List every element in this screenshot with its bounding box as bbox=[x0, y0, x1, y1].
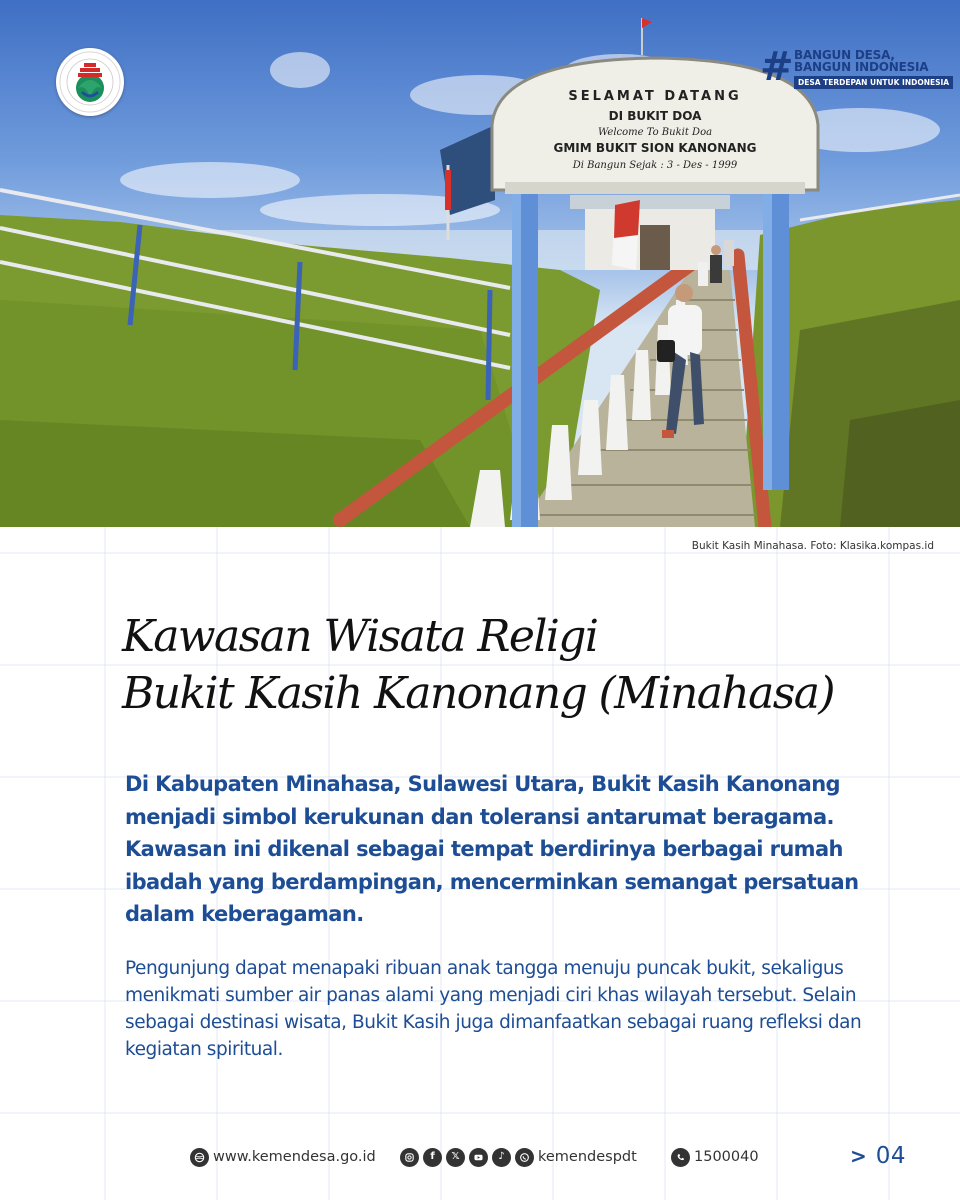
x-icon[interactable]: 𝕏 bbox=[446, 1148, 465, 1167]
social-links bbox=[400, 1144, 637, 1170]
title-line1: Kawasan Wisata Religi bbox=[122, 611, 598, 662]
article-title bbox=[122, 608, 882, 722]
hashtag-icon: # bbox=[760, 44, 794, 90]
next-arrow-icon[interactable]: > bbox=[849, 1144, 867, 1168]
facebook-icon[interactable]: f bbox=[423, 1148, 442, 1167]
page-indicator[interactable] bbox=[850, 1141, 906, 1171]
title-line2: Bukit Kasih Kanonang (Minahasa) bbox=[122, 668, 834, 719]
lead-paragraph: Di Kabupaten Minahasa, Sulawesi Utara, Bukit Kasih Kanonang menjadi simbol kerukunan dan toleransi antarumat beragama. Kawasan ini dikenal sebagai tempat berdirinya berbagai rumah ibadah yang berdampingan, mencerminkan semangat persatuan dalam keberagaman. bbox=[125, 772, 859, 926]
sign-line2: DI BUKIT DOA bbox=[608, 109, 702, 123]
page-number: 04 bbox=[875, 1143, 906, 1169]
hero-photo bbox=[0, 0, 960, 527]
phone-contact[interactable] bbox=[671, 1144, 759, 1170]
instagram-icon[interactable] bbox=[400, 1148, 419, 1167]
sign-line3: Welcome To Bukit Doa bbox=[597, 127, 713, 138]
brand-tagline: DESA TERDEPAN UNTUK INDONESIA bbox=[794, 76, 953, 89]
whatsapp-icon[interactable] bbox=[515, 1148, 534, 1167]
brand-line1: BANGUN DESA, bbox=[794, 48, 895, 62]
sign-line4: GMIM BUKIT SION KANONANG bbox=[553, 141, 757, 155]
phone-number: 1500040 bbox=[694, 1149, 759, 1165]
sign-line1: SELAMAT DATANG bbox=[568, 89, 742, 104]
footer bbox=[0, 1140, 960, 1174]
body-paragraph: Pengunjung dapat menapaki ribuan anak tangga menuju puncak bukit, sekaligus menikmati sumber air panas alami yang menjadi ciri khas wilayah tersebut. Selain sebagai destinasi wisata, Bukit Kasih juga dimanfaatkan sebagai ruang refleksi dan kegiatan spiritual. bbox=[125, 958, 862, 1060]
sign-line5: Di Bangun Sejak : 3 - Des - 1999 bbox=[572, 160, 738, 171]
phone-icon bbox=[671, 1148, 690, 1167]
globe-icon bbox=[190, 1148, 209, 1167]
tiktok-icon[interactable]: ♪ bbox=[492, 1148, 511, 1167]
youtube-icon[interactable] bbox=[469, 1148, 488, 1167]
ministry-logo bbox=[56, 48, 124, 116]
website-text: www.kemendesa.go.id bbox=[213, 1149, 376, 1165]
photo-caption: Bukit Kasih Minahasa. Foto: Klasika.kompas.id bbox=[691, 540, 934, 552]
brand-line2: BANGUN INDONESIA bbox=[794, 60, 929, 74]
social-handle[interactable]: kemendespdt bbox=[538, 1149, 637, 1165]
brand-logo bbox=[760, 44, 950, 91]
website-link[interactable] bbox=[190, 1144, 376, 1170]
